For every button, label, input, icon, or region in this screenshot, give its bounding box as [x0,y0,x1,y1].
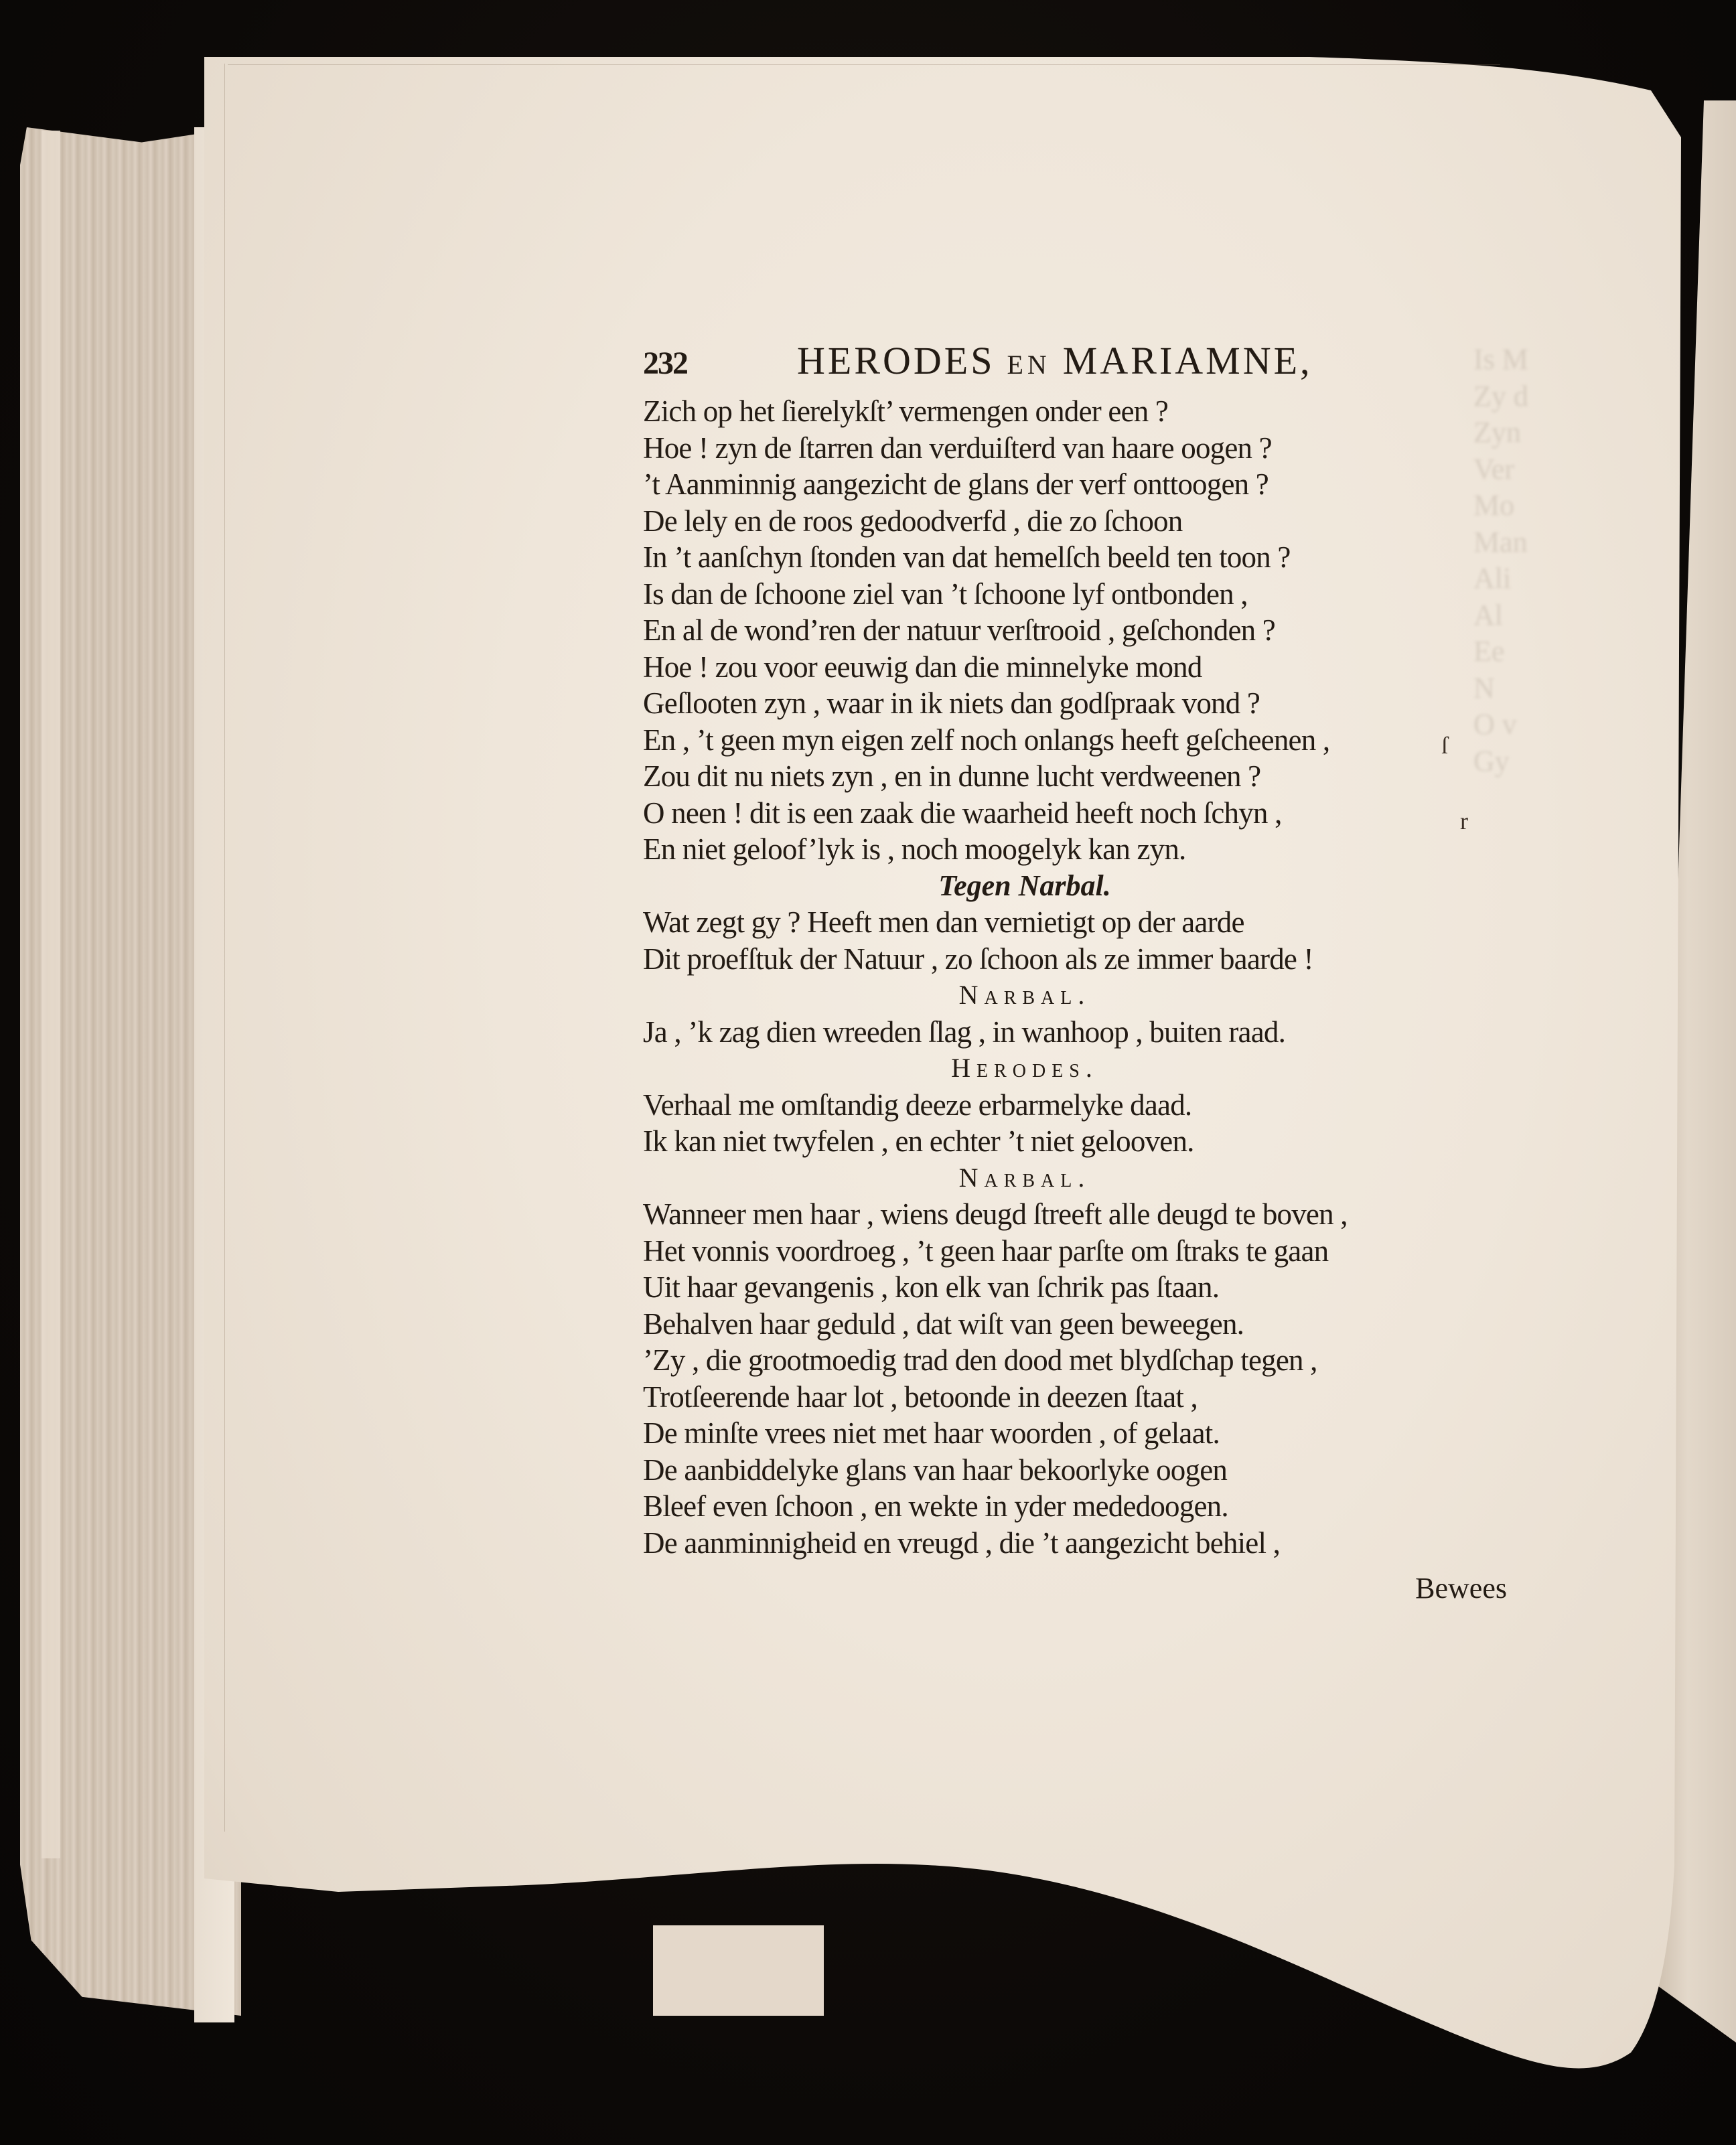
verse-line: Dit proefſtuk der Natuur , zo ſchoon als ze immer baarde ! [643,942,1313,976]
verse-line: Behalven haar geduld , dat wiſt van geen beweegen. [643,1307,1244,1341]
speaker-name: Narbal. [958,1162,1091,1193]
verse-line: En niet geloof’lyk is , noch moogelyk kan zyn. [643,832,1186,866]
verse-line: Bleef even ſchoon , en wekte in yder mededoogen. [643,1489,1228,1523]
verse-line: Hoe ! zou voor eeuwig dan die minnelyke mond [643,650,1202,684]
verse-line: De minſte vrees niet met haar woorden , of gelaat. [643,1416,1220,1450]
verse-line: Zou dit nu niets zyn , en in dunne lucht verdweenen ? [643,759,1261,793]
verse-line: Uit haar gevangenis , kon elk van ſchrik pas ſtaan. [643,1270,1220,1304]
verse-line: ’Zy , die grootmoedig trad den dood met blydſchap tegen , [643,1343,1317,1377]
stage-direction: Tegen Narbal. [938,869,1111,902]
page-text [643,338,1514,1607]
verse-line: Wat zegt gy ? Heeft men dan vernietigt op der aarde [643,905,1244,939]
speaker-name: Herodes. [951,1053,1098,1083]
running-head-title-2: MARIAMNE, [1062,339,1313,382]
verse-line: De lely en de roos gedoodverfd , die zo ſchoon [643,504,1183,538]
page-fold-line [224,64,225,1832]
verse-line: ’t Aanminnig aangezicht de glans der verf onttoogen ? [643,467,1269,501]
verse-line: Hoe ! zyn de ſtarren dan verduiſterd van haare oogen ? [643,431,1272,465]
verse-line: Trotſeerende haar lot , betoonde in deezen ſtaat , [643,1380,1198,1414]
page-number: 232 [643,346,687,381]
running-head [643,338,1514,392]
margin-mark: ſ [1441,732,1449,759]
verse-line: Is dan de ſchoone ziel van ’t ſchoone lyf ontbonden , [643,577,1248,611]
verse-line: Wanneer men haar , wiens deugd ſtreeft alle deugd te boven , [643,1197,1348,1231]
facing-page-showthrough: Is M Zy d Zyn Ver Mo Man Ali Al Ee N O v Gy [1473,343,1528,778]
running-head-title: HERODES [797,339,995,382]
verse-line: De aanminnigheid en vreugd , die ’t aangezicht behiel , [643,1526,1281,1560]
verse-line: Zich op het ſierelykſt’ vermengen onder een ? [643,394,1169,428]
verse-line: Geſlooten zyn , waar in ik niets dan godſpraak vond ? [643,686,1260,720]
verse-line: En al de wond’ren der natuur verſtrooid , geſchonden ? [643,613,1275,647]
verse-line: De aanbiddelyke glans van haar bekoorlyke oogen [643,1453,1228,1487]
margin-mark: r [1460,808,1468,834]
verse-line: Ik kan niet twyfelen , en echter ’t niet gelooven. [643,1124,1194,1158]
verse-line: In ’t aanſchyn ſtonden van dat hemelſch beeld ten toon ? [643,540,1291,574]
verse-line: En , ’t geen myn eigen zelf noch onlangs heeft geſcheenen , [643,723,1330,757]
verse-line: O neen ! dit is een zaak die waarheid heeft noch ſchyn , [643,796,1282,830]
catchword: Bewees [1415,1572,1507,1605]
verse-line: Ja , ’k zag dien wreeden ſlag , in wanhoop , buiten raad. [643,1015,1286,1049]
verse-line: Verhaal me omſtandig deeze erbarmelyke daad. [643,1088,1192,1122]
verse-line: Het vonnis voordroeg , ’t geen haar parſte om ſtraks te gaan [643,1234,1329,1268]
paper-patch [653,1925,824,2016]
page-top-line [228,64,1500,65]
page-edge-highlight [42,131,60,1858]
running-head-conjunction: EN [1007,350,1051,380]
speaker-name: Narbal. [958,980,1091,1010]
